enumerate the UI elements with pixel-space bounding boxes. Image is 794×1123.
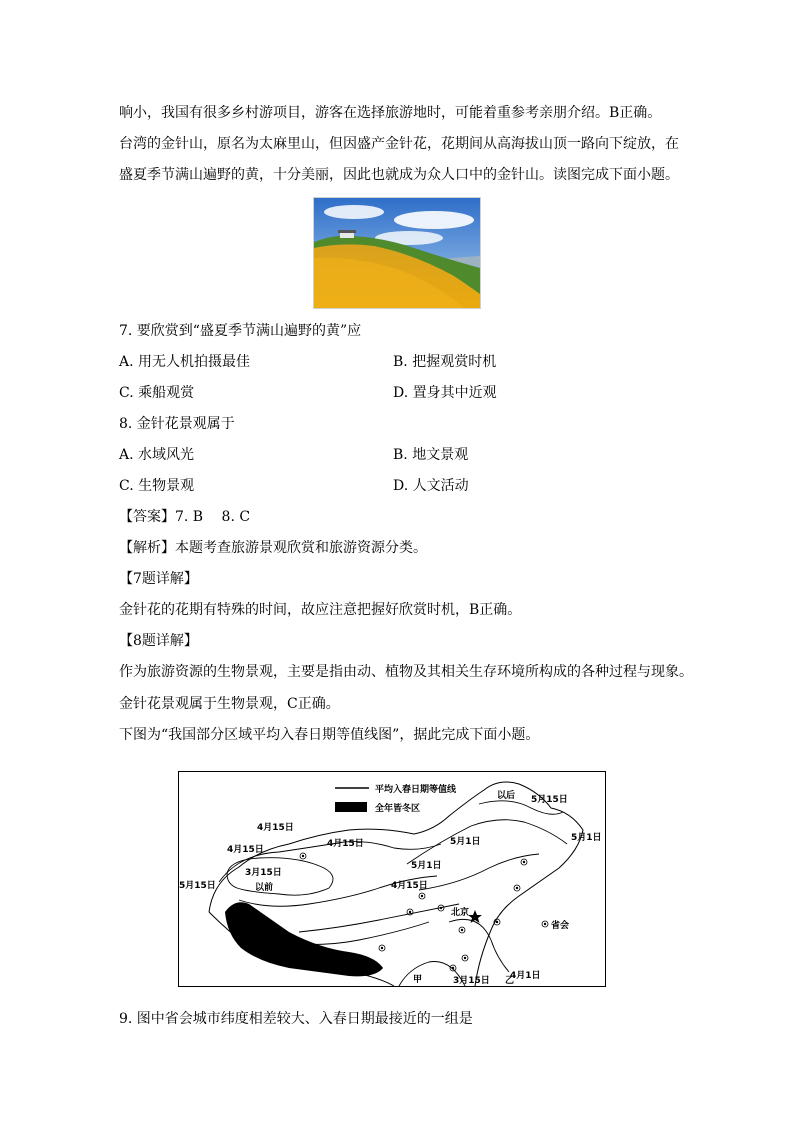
q8-option-a: A. 水域风光 — [119, 447, 195, 463]
permanent-winter-area — [225, 902, 383, 976]
isoline-51b — [419, 854, 539, 890]
q8-detail-text-2: 金针花景观属于生物景观，C正确。 — [119, 696, 340, 712]
map-label-415-d: 4月15日 — [391, 881, 428, 891]
q7-option-a: A. 用无人机拍摄最佳 — [119, 354, 251, 370]
q9-stem: 9. 图中省会城市纬度相差较大、入春日期最接近的一组是 — [119, 1011, 473, 1027]
q8-option-c: C. 生物景观 — [119, 478, 195, 494]
intro-line-1: 响小，我国有很多乡村游项目，游客在选择旅游地时，可能着重参考亲朋介绍。B正确。 — [119, 105, 662, 121]
map-label-yi: 乙 — [505, 976, 515, 986]
map-label-415-a: 4月15日 — [257, 823, 294, 833]
map-label-51-e: 5月1日 — [571, 833, 602, 843]
legend-line-label: 平均入春日期等值线 — [375, 785, 457, 795]
map-label-jia: 甲 — [413, 975, 423, 985]
q8-option-b: B. 地文景观 — [393, 447, 469, 463]
q7-detail-heading: 【7题详解】 — [119, 571, 198, 587]
map-label-51-b: 5月1日 — [450, 837, 481, 847]
map-label-315-a: 3月15日 — [245, 868, 282, 878]
intro-line-2: 台湾的金针山，原名为太麻里山，但因盛产金针花，花期间从高海拔山顶一路向下绽放，在 — [119, 136, 679, 152]
q7-stem: 7. 要欣赏到“盛夏季节满山遍野的黄”应 — [119, 323, 362, 339]
legend-fill-label: 全年皆冬区 — [375, 804, 421, 814]
map-label-beijing: 北京 — [451, 908, 470, 918]
intro-line-3: 盛夏季节满山遍野的黄，十分美丽，因此也就成为众人口中的金针山。读图完成下面小题。 — [119, 167, 679, 183]
map-label-415-c: 4月15日 — [327, 839, 364, 849]
map-label-515-ne: 5月15日 — [531, 795, 568, 805]
q7-option-b: B. 把握观赏时机 — [393, 354, 497, 370]
answer-line: 【答案】7. B 8. C — [119, 509, 251, 525]
beijing-star — [468, 910, 482, 923]
map-label-yihou: 以后 — [497, 791, 516, 801]
map-label-51-c: 5月1日 — [411, 861, 442, 871]
map-label-yiqian: 以前 — [255, 883, 274, 893]
jinzhen-mountain-photo — [313, 197, 481, 309]
q8-option-d: D. 人文活动 — [393, 478, 469, 494]
map-label-515-w: 5月15日 — [179, 881, 216, 891]
q7-option-d: D. 置身其中近观 — [393, 385, 497, 401]
spring-onset-isoline-map — [178, 771, 606, 987]
map-label-shenghui: 省会 — [551, 921, 570, 931]
analysis-line: 【解析】本题考查旅游景观欣赏和旅游资源分类。 — [119, 540, 427, 556]
map-label-315-b: 3月15日 — [453, 976, 490, 986]
q8-stem: 8. 金针花景观属于 — [119, 416, 235, 432]
map-intro: 下图为“我国部分区域平均入春日期等值线图”，据此完成下面小题。 — [119, 727, 540, 743]
isoline-51 — [407, 820, 567, 864]
map-label-415-b: 4月15日 — [227, 845, 264, 855]
q7-option-c: C. 乘船观赏 — [119, 385, 195, 401]
q7-detail-text: 金针花的花期有特殊的时间，故应注意把握好欣赏时机，B正确。 — [119, 602, 522, 618]
q8-detail-text-1: 作为旅游资源的生物景观，主要是指由动、植物及其相关生存环境所构成的各种过程与现象。 — [119, 664, 693, 680]
q8-detail-heading: 【8题详解】 — [119, 633, 198, 649]
map-label-41: 4月1日 — [510, 971, 541, 981]
